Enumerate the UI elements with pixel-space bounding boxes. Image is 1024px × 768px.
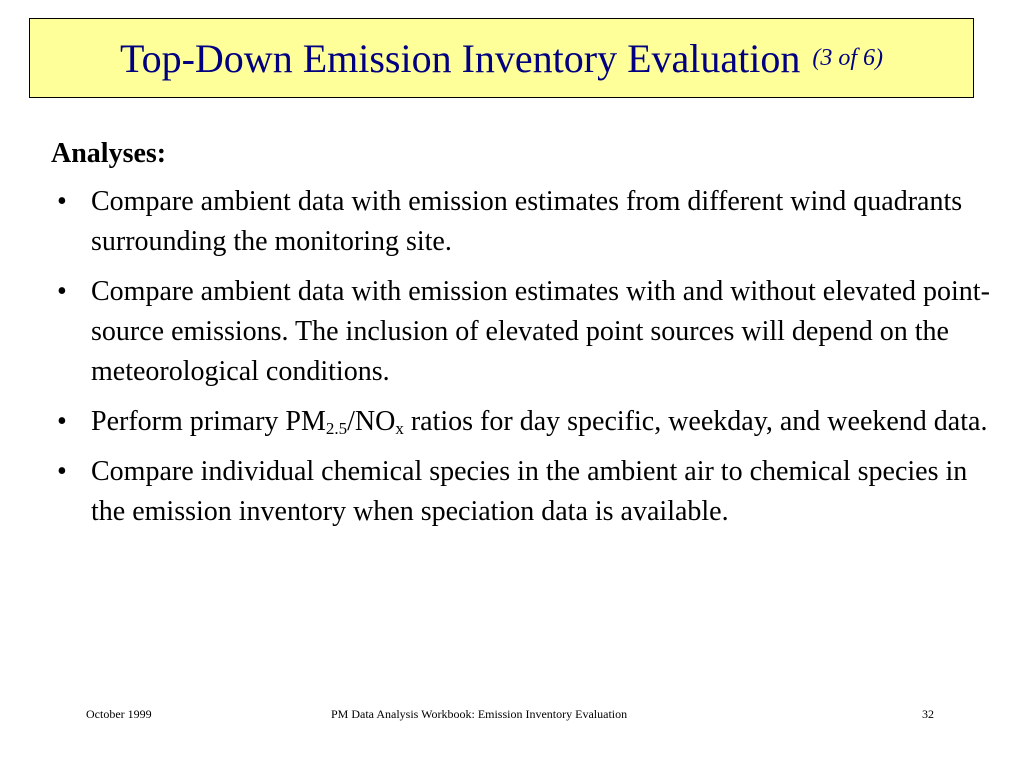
slide-title-counter: (3 of 6) bbox=[812, 44, 884, 71]
bullet-marker: • bbox=[57, 406, 67, 437]
bullet-list bbox=[51, 182, 996, 542]
bullet-marker: • bbox=[57, 186, 67, 217]
bullet-text: Compare ambient data with emission estimates with and without elevated point-source emissions. The inclusion of elevated point sources will depend on the meteorological conditions. bbox=[91, 276, 990, 387]
bullet-item bbox=[51, 182, 996, 262]
bullet-text-part: Perform primary PM bbox=[91, 406, 326, 437]
nox-subscript: x bbox=[395, 419, 404, 438]
bullet-item bbox=[51, 272, 996, 392]
bullet-text bbox=[91, 406, 987, 437]
bullet-item bbox=[51, 452, 996, 532]
section-heading: Analyses: bbox=[51, 138, 167, 169]
footer-date: October 1999 bbox=[86, 707, 152, 721]
title-banner bbox=[29, 18, 974, 98]
page-number: 32 bbox=[922, 707, 934, 721]
bullet-marker: • bbox=[57, 456, 67, 487]
bullet-text: Compare ambient data with emission estimates from different wind quadrants surrounding the monitoring site. bbox=[91, 186, 963, 257]
slide-title: Top-Down Emission Inventory Evaluation bbox=[119, 35, 801, 81]
bullet-text-part: /NO bbox=[347, 406, 396, 437]
bullet-marker: • bbox=[57, 276, 67, 307]
pm-subscript: 2.5 bbox=[325, 419, 348, 438]
bullet-item bbox=[51, 402, 996, 442]
footer-title: PM Data Analysis Workbook: Emission Inventory Evaluation bbox=[331, 707, 628, 721]
bullet-text: Compare individual chemical species in the ambient air to chemical species in the emission inventory when speciation data is available. bbox=[91, 456, 968, 527]
bullet-text-part: ratios for day specific, weekday, and weekend data. bbox=[403, 406, 988, 437]
